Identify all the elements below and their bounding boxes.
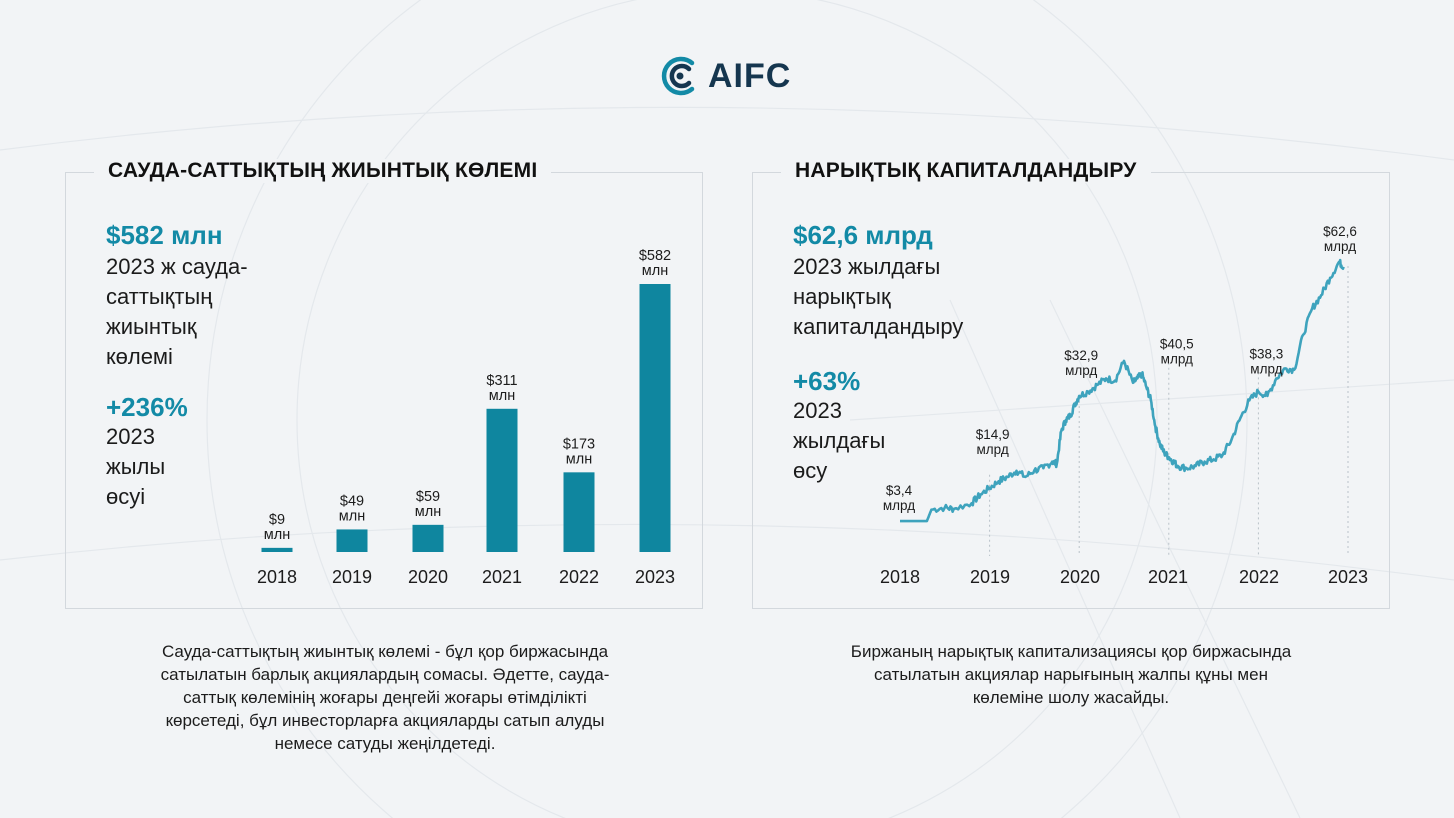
trading-volume-title: САУДА-САТТЫҚТЫҢ ЖИЫНТЫҚ КӨЛЕМІ bbox=[94, 159, 551, 183]
bar-label-2018: $9 млн bbox=[263, 511, 291, 543]
point-label-5: $62,6 млрд bbox=[1323, 224, 1357, 254]
x-tick-2020: 2020 bbox=[1059, 567, 1101, 587]
x-tick-2022: 2022 bbox=[1238, 567, 1280, 587]
bar-label-2019: $49 млн bbox=[338, 493, 366, 525]
market-cap-series-line bbox=[900, 260, 1344, 521]
x-tick-2021: 2021 bbox=[1147, 567, 1189, 587]
bar-label-2022: $173 млн bbox=[562, 436, 596, 468]
x-tick-2023: 2023 bbox=[1327, 567, 1369, 587]
market-cap-growth-caption: 2023 жылдағы өсу bbox=[793, 398, 886, 483]
market-cap-value: $62,6 млрд bbox=[793, 220, 933, 250]
point-label-0: $3,4 млрд bbox=[882, 483, 916, 514]
trading-volume-caption: 2023 ж сауда- саттықтың жиынтық көлемі bbox=[106, 254, 248, 369]
x-tick-2019: 2019 bbox=[969, 567, 1011, 587]
logo-text: AIFC bbox=[708, 56, 792, 95]
bar-label-2020: $59 млн bbox=[414, 488, 442, 520]
market-cap-growth-value: +63% bbox=[793, 366, 861, 396]
point-label-2: $32,9 млрд bbox=[1064, 347, 1099, 378]
x-tick-2021: 2021 bbox=[481, 567, 523, 587]
market-cap-title: НАРЫҚТЫҚ КАПИТАЛДАНДЫРУ bbox=[781, 159, 1151, 183]
trading-volume-value: $582 млн bbox=[106, 220, 223, 250]
trading-volume-footnote: Сауда-саттықтың жиынтық көлемі - бұл қор биржасында сатылатын барлық акциялардың сомасы. Әдетте, сауда- саттық көлемінің жоғары деңгейі жоғары өтімділікті көрсетеді, бұл инвесторларға акцияларды сатып алуды немесе сатуды жеңілдетеді. bbox=[160, 642, 610, 753]
x-tick-2020: 2020 bbox=[407, 567, 449, 587]
point-label-4: $38,3 млрд bbox=[1249, 346, 1284, 377]
bar-label-2021: $311 млн bbox=[486, 372, 518, 404]
x-tick-2018: 2018 bbox=[879, 567, 921, 587]
point-label-1: $14,9 млрд bbox=[975, 426, 1010, 457]
bar-label-2023: $582 млн bbox=[638, 248, 672, 279]
trading-growth-value: +236% bbox=[106, 392, 188, 422]
point-label-3: $40,5 млрд bbox=[1159, 336, 1194, 367]
x-tick-2018: 2018 bbox=[256, 567, 298, 587]
market-cap-caption: 2023 жылдағы нарықтық капиталдандыру bbox=[793, 254, 964, 339]
x-tick-2023: 2023 bbox=[634, 567, 676, 587]
market-cap-footnote: Биржаның нарықтық капитализациясы қор биржасында сатылатын акциялар нарығының жалпы құны мен көлеміне шолу жасайды. bbox=[850, 642, 1292, 707]
trading-growth-caption: 2023 жылы өсуі bbox=[106, 424, 166, 509]
x-tick-2019: 2019 bbox=[331, 567, 373, 587]
x-tick-2022: 2022 bbox=[558, 567, 600, 587]
